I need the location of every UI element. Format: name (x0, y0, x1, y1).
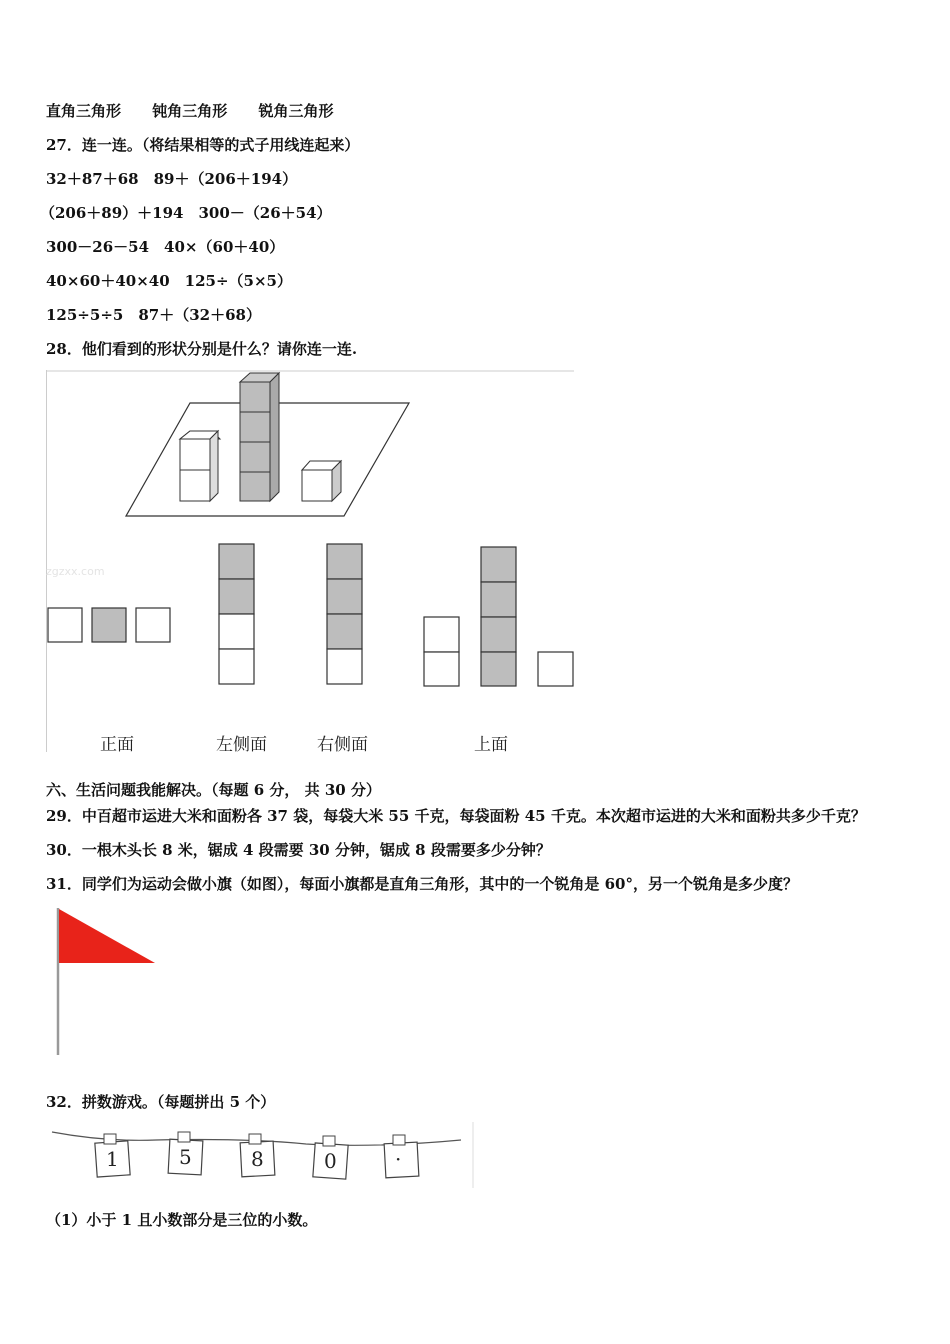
card-0-digit: 0 (324, 1149, 337, 1173)
q30-text: 30．一根木头长 8 米，锯成 4 段需要 30 分钟，锯成 8 段需要多少分钟？ (46, 841, 551, 859)
card-5 (168, 1132, 203, 1175)
label-right-side: 右侧面 (317, 735, 368, 755)
card-decimal-point (384, 1135, 419, 1178)
q27-row-5: 125÷5÷5 87＋（32＋68） (46, 306, 261, 324)
watermark: zgzxx.com (46, 565, 105, 578)
card-point-digit: · (395, 1147, 402, 1171)
triangle-options (46, 101, 360, 121)
option-acute-triangle: 锐角三角形 (258, 102, 334, 120)
option-right-triangle: 直角三角形 (46, 102, 122, 120)
view-front (48, 608, 170, 642)
view-right-side (327, 544, 362, 684)
flag-illustration (50, 905, 170, 1060)
q27-title: 27．连一连。（将结果相等的式子用线连起来） (46, 136, 360, 154)
q29-text: 29．中百超市运进大米和面粉各 37 袋，每袋大米 55 千克，每袋面粉 45 千克。本次超市运进的大米和面粉共多少千克？ (46, 807, 866, 825)
card-5-digit: 5 (179, 1145, 192, 1169)
q27-row-2: （206＋89）＋194 300－（26＋54） (40, 204, 332, 222)
q28-figure (46, 370, 576, 760)
q31-text: 31．同学们为运动会做小旗（如图），每面小旗都是直角三角形，其中的一个锐角是 60°，另一个锐角是多少度？ (46, 875, 798, 893)
flag-triangle (59, 909, 155, 963)
q32-sub1: （1）小于 1 且小数部分是三位的小数。 (46, 1211, 318, 1229)
card-8-digit: 8 (251, 1147, 264, 1171)
q27-row-3: 300－26－54 40×（60＋40） (46, 238, 285, 256)
q27-row-4: 40×60＋40×40 125÷（5×5） (46, 272, 292, 290)
cube-single (302, 461, 341, 501)
label-left-side: 左侧面 (216, 735, 267, 755)
q27-row-1: 32＋87＋68 89＋（206＋194） (46, 170, 298, 188)
section6-title: 六、生活问题我能解决。（每题 6 分， 共 30 分） (46, 781, 381, 799)
q32-title: 32．拼数游戏。（每题拼出 5 个） (46, 1093, 276, 1111)
q28-title: 28．他们看到的形状分别是什么？请你连一连. (46, 340, 358, 358)
number-cards-figure (46, 1122, 474, 1192)
card-1-digit: 1 (106, 1147, 119, 1171)
card-0 (313, 1136, 348, 1179)
label-front: 正面 (100, 735, 134, 755)
card-1 (95, 1134, 130, 1177)
view-left-side (219, 544, 254, 684)
label-top: 上面 (474, 735, 508, 755)
cube-stack-tall (240, 373, 279, 501)
cube-stack-left (180, 431, 220, 501)
option-obtuse-triangle: 钝角三角形 (152, 102, 228, 120)
view-top (424, 547, 573, 686)
